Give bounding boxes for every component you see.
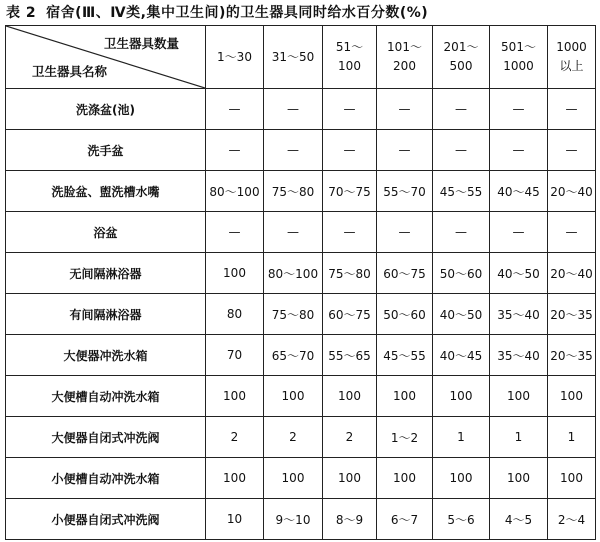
percentage-cell: —	[206, 212, 264, 253]
percentage-cell: 60～75	[323, 294, 377, 335]
column-header	[433, 26, 490, 89]
column-header-line2: 200	[393, 59, 416, 73]
percentage-cell: 35～40	[490, 294, 548, 335]
percentage-cell: —	[490, 130, 548, 171]
percentage-cell: —	[433, 89, 490, 130]
percentage-cell: 100	[264, 458, 323, 499]
percentage-cell: 100	[433, 458, 490, 499]
column-header	[206, 26, 264, 89]
column-header	[323, 26, 377, 89]
percentage-cell: 80～100	[264, 253, 323, 294]
table-row	[6, 294, 596, 335]
column-header-line2: 1000	[503, 59, 534, 73]
percentage-cell: 1	[433, 417, 490, 458]
percentage-cell: 100	[490, 376, 548, 417]
percentage-cell: —	[433, 130, 490, 171]
column-header	[264, 26, 323, 89]
table-row	[6, 212, 596, 253]
percentage-cell: —	[323, 212, 377, 253]
column-header	[377, 26, 433, 89]
percentage-cell: —	[323, 130, 377, 171]
percentage-cell: 8～9	[323, 499, 377, 540]
table-row	[6, 171, 596, 212]
percentage-cell: 2	[206, 417, 264, 458]
fixture-name-cell: 浴盆	[6, 212, 206, 253]
percentage-cell: 100	[323, 376, 377, 417]
percentage-cell: —	[377, 130, 433, 171]
column-header-line1: 101～	[387, 40, 422, 54]
percentage-cell: —	[323, 89, 377, 130]
percentage-cell: 40～50	[433, 294, 490, 335]
percentage-cell: 35～40	[490, 335, 548, 376]
table-title: 宿舍(Ⅲ、Ⅳ类,集中卫生间)的卫生器具同时给水百分数(%)	[46, 5, 429, 21]
fixture-name-cell: 无间隔淋浴器	[6, 253, 206, 294]
percentage-cell: 55～65	[323, 335, 377, 376]
percentage-cell: 55～70	[377, 171, 433, 212]
column-header	[490, 26, 548, 89]
column-header-line1: 501～	[501, 40, 536, 54]
percentage-cell: 100	[490, 458, 548, 499]
table-number: 表 2	[6, 5, 37, 21]
fixture-name-cell: 小便槽自动冲洗水箱	[6, 458, 206, 499]
percentage-cell: —	[264, 89, 323, 130]
percentage-cell: 1	[490, 417, 548, 458]
percentage-cell: 50～60	[377, 294, 433, 335]
table-caption	[6, 2, 428, 24]
percentage-cell: 1～2	[377, 417, 433, 458]
corner-header-cell	[6, 26, 206, 89]
percentage-cell: 20～40	[548, 171, 596, 212]
corner-name-label: 卫生器具名称	[32, 64, 108, 79]
table-row	[6, 335, 596, 376]
percentage-cell: 100	[433, 376, 490, 417]
percentage-cell: —	[377, 212, 433, 253]
column-header-line1: 31～50	[271, 49, 315, 64]
percentage-cell: —	[206, 89, 264, 130]
column-header-line1: 1～30	[217, 49, 252, 64]
percentage-cell: 100	[377, 458, 433, 499]
percentage-cell: —	[264, 130, 323, 171]
percentage-cell: 9～10	[264, 499, 323, 540]
percentage-cell: 100	[548, 458, 596, 499]
percentage-cell: —	[206, 130, 264, 171]
fixture-name-cell: 大便器自闭式冲洗阀	[6, 417, 206, 458]
percentage-cell: —	[377, 89, 433, 130]
percentage-cell: 75～80	[264, 171, 323, 212]
percentage-cell: 20～35	[548, 335, 596, 376]
percentage-cell: 60～75	[377, 253, 433, 294]
percentage-cell: 1	[548, 417, 596, 458]
header-row	[6, 26, 596, 89]
table-row	[6, 253, 596, 294]
column-header-line1: 201～	[443, 40, 479, 54]
percentage-cell: 2	[264, 417, 323, 458]
percentage-cell: 45～55	[377, 335, 433, 376]
fixture-name-cell: 小便器自闭式冲洗阀	[6, 499, 206, 540]
percentage-cell: 20～35	[548, 294, 596, 335]
percentage-cell: 100	[264, 376, 323, 417]
percentage-cell: —	[548, 89, 596, 130]
percentage-cell: 4～5	[490, 499, 548, 540]
percentage-cell: 5～6	[433, 499, 490, 540]
fixture-name-cell: 大便器冲洗水箱	[6, 335, 206, 376]
percentage-cell: 80	[206, 294, 264, 335]
fixture-name-cell: 大便槽自动冲洗水箱	[6, 376, 206, 417]
percentage-cell: —	[490, 89, 548, 130]
data-table	[5, 25, 596, 540]
percentage-cell: —	[548, 130, 596, 171]
percentage-cell: 70～75	[323, 171, 377, 212]
percentage-cell: 100	[206, 376, 264, 417]
percentage-cell: 100	[206, 458, 264, 499]
percentage-cell: 100	[206, 253, 264, 294]
percentage-cell: 45～55	[433, 171, 490, 212]
column-header	[548, 26, 596, 89]
table-body	[6, 26, 596, 540]
percentage-cell: 70	[206, 335, 264, 376]
percentage-cell: 80～100	[206, 171, 264, 212]
percentage-cell: —	[490, 212, 548, 253]
percentage-cell: —	[433, 212, 490, 253]
percentage-cell: —	[548, 212, 596, 253]
table-row	[6, 376, 596, 417]
percentage-cell: 75～80	[323, 253, 377, 294]
percentage-cell: 75～80	[264, 294, 323, 335]
column-header-line2: 以上	[559, 59, 584, 73]
table-row	[6, 130, 596, 171]
fixture-name-cell: 洗涤盆(池)	[6, 89, 206, 130]
percentage-cell: 40～45	[490, 171, 548, 212]
fixture-name-cell: 洗手盆	[6, 130, 206, 171]
table-row	[6, 417, 596, 458]
table-row	[6, 89, 596, 130]
table-row	[6, 499, 596, 540]
percentage-cell: 20～40	[548, 253, 596, 294]
percentage-cell: 2	[323, 417, 377, 458]
percentage-cell: 100	[548, 376, 596, 417]
percentage-cell: 6～7	[377, 499, 433, 540]
fixture-name-cell: 洗脸盆、盥洗槽水嘴	[6, 171, 206, 212]
column-header-line1: 1000	[556, 40, 587, 54]
percentage-cell: 100	[377, 376, 433, 417]
percentage-cell: 40～45	[433, 335, 490, 376]
column-header-line1: 51～	[335, 40, 364, 54]
column-header-line2: 100	[338, 59, 361, 73]
fixture-name-cell: 有间隔淋浴器	[6, 294, 206, 335]
column-header-line2: 500	[449, 59, 473, 73]
percentage-cell: 100	[323, 458, 377, 499]
corner-quantity-label: 卫生器具数量	[103, 36, 179, 51]
percentage-cell: 50～60	[433, 253, 490, 294]
percentage-cell: 40～50	[490, 253, 548, 294]
table-row	[6, 458, 596, 499]
percentage-cell: 2～4	[548, 499, 596, 540]
percentage-cell: —	[264, 212, 323, 253]
percentage-cell: 10	[206, 499, 264, 540]
percentage-cell: 65～70	[264, 335, 323, 376]
